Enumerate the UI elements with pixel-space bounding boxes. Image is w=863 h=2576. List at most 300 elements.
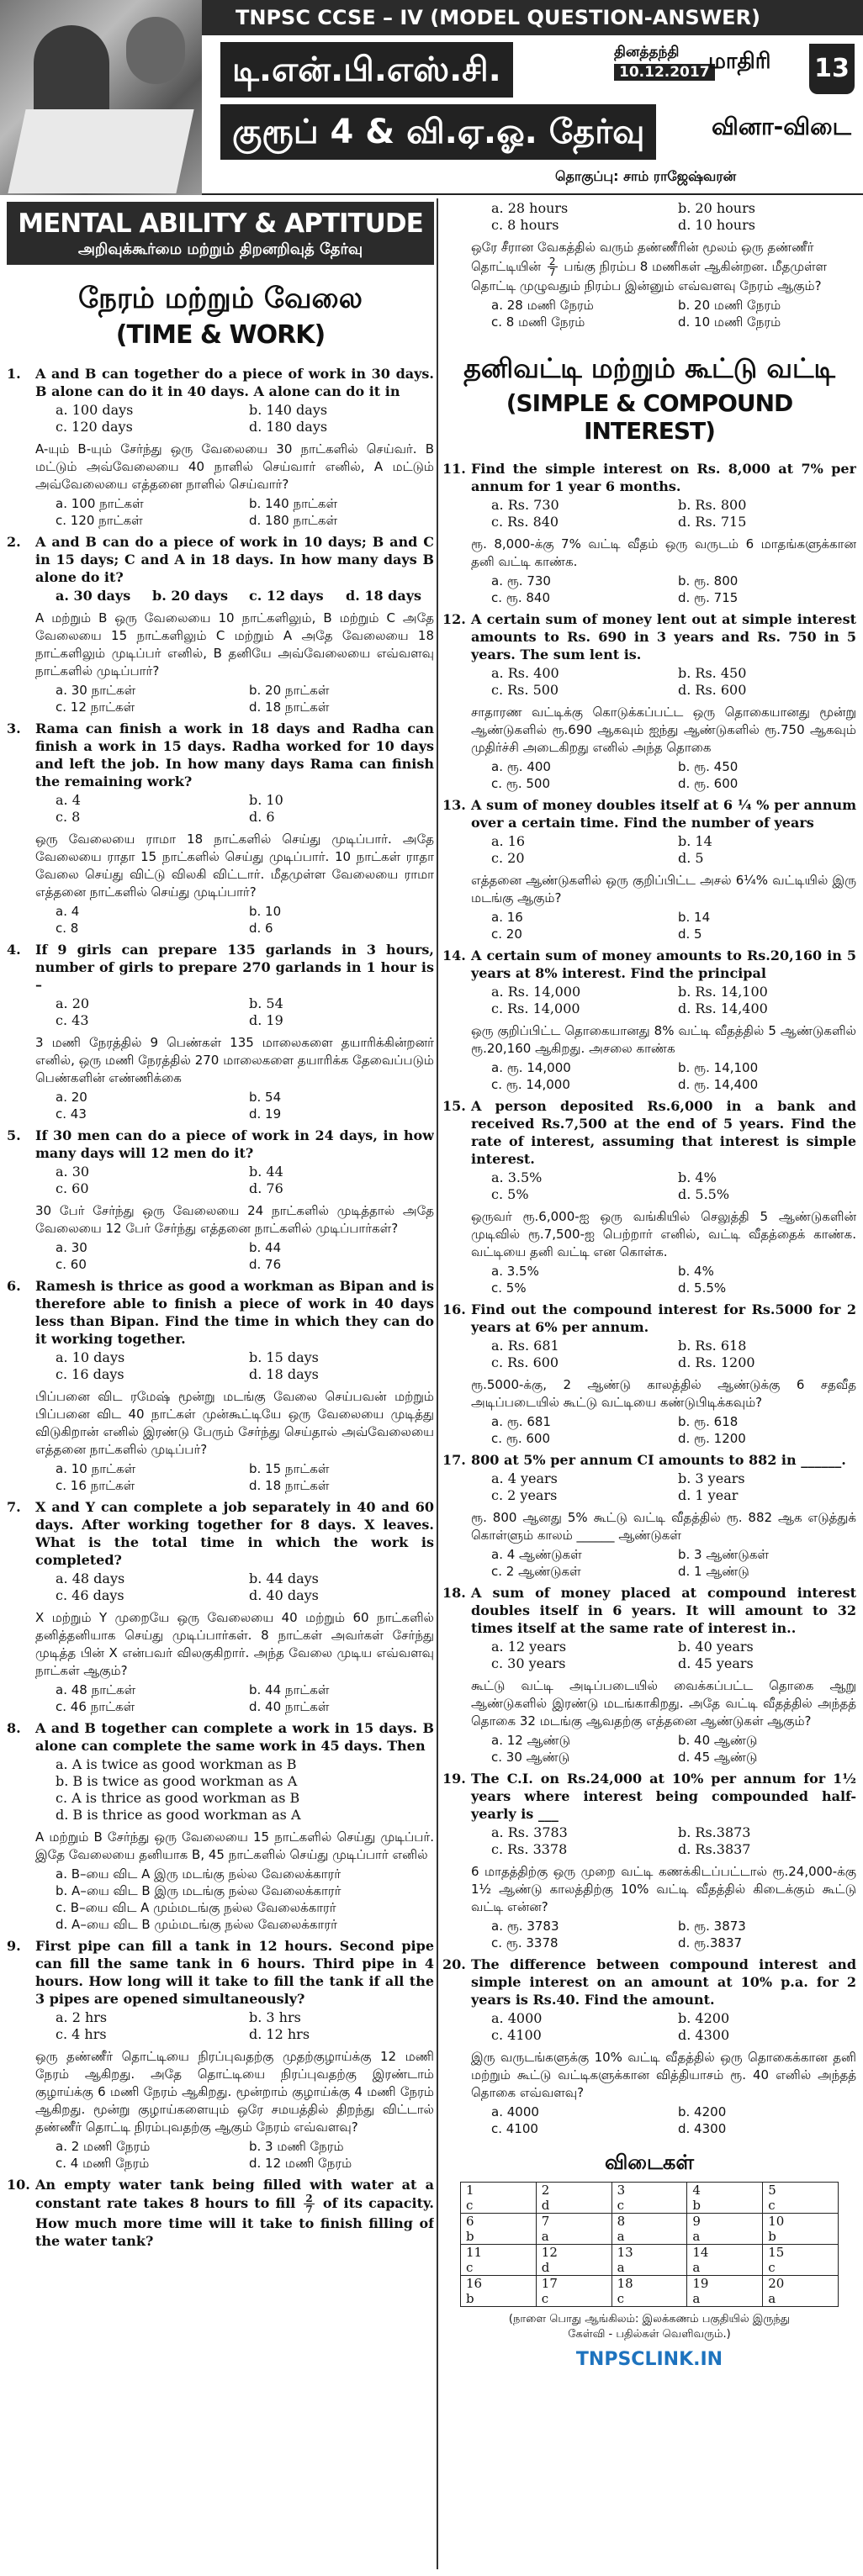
question-text-tamil: A மற்றும் B சேர்ந்து ஒரு வேலையை 15 நாட்களில் செய்து முடிப்பர். இதே வேலையை தனியாக B, 45 நாட்களில் செய்து முடிப்பார் எனில் [35,1829,434,1862]
answer-cell [612,2245,687,2276]
answer-cell [461,2183,537,2214]
option: c. ரூ. 3378 [491,1935,559,1950]
option: b. 44 நாட்கள் [249,1682,330,1697]
question-number: 9. [7,1938,21,1954]
option: b. 40 years [678,1639,754,1655]
question-number: 15. [442,1098,466,1114]
section-title-english: (TIME & WORK) [115,320,326,350]
option: d. 5.5% [678,1186,730,1202]
subject-tamil: அறிவுக்கூர்மை மற்றும் திறனறிவுத் தேர்வு [77,240,363,258]
question-item [7,1277,434,1496]
options-tamil [491,758,856,792]
option: b. 10 [249,904,282,919]
options-english [56,588,434,604]
option: c. 120 நாட்கள் [56,513,143,528]
option: a. 20 [56,995,90,1011]
option: a. 4000 [491,2010,543,2026]
question-text-english: 800 at 5% per annum CI amounts to 882 in ______. [471,1452,846,1468]
question-item [7,533,434,717]
answer-number: 12 [541,2245,558,2260]
option: d. 1 ஆண்டு [678,1564,749,1579]
option: b. 20 days [152,588,229,604]
options-tamil [491,909,856,942]
answer-number: 11 [466,2245,483,2260]
question-item [442,1097,856,1298]
question-number: 7. [7,1499,21,1515]
option: c. 43 [56,1106,87,1122]
option: a. B–யை விட A இரு மடங்கு நல்ல வேலைக்காரர் [56,1866,341,1882]
answer-row [461,2183,839,2214]
option: d. Rs. 1200 [678,1354,755,1370]
option: b. 4200 [678,2010,730,2026]
options-english [56,1164,434,1197]
question-item [7,1498,434,1717]
option: c. 4 hrs [56,2026,107,2042]
options-tamil [491,1918,856,1951]
option: d. 1 year [678,1487,739,1503]
option: d. 18 days [249,1366,319,1382]
header-maathiri: மாதிரி [708,49,771,74]
option: b. 20 நாட்கள் [249,683,330,698]
option: c. 16 days [56,1366,124,1382]
question-number: 13. [442,797,466,813]
option: d. ரூ. 14,400 [678,1077,759,1092]
section-title-english: (SIMPLE & COMPOUND INTEREST) [506,389,793,445]
answer-letter: d [541,2260,550,2275]
option: a. Rs. 400 [491,665,559,681]
option: b. Rs. 450 [678,665,747,681]
option: c. A is thrice as good workman as B [56,1790,300,1806]
question-text-english: A and B can do a piece of work in 10 days; B and C in 15 days; C and A in 18 days. In how many days B alone do it? [35,534,434,585]
option: a. 4 ஆண்டுகள் [491,1547,582,1562]
option: b. B is twice as good workman as A [56,1773,298,1789]
answer-cell [536,2183,612,2214]
question-number: 19. [442,1771,466,1787]
option: c. Rs. 14,000 [491,1000,580,1016]
answer-letter: b [768,2229,776,2244]
question-number: 1. [7,366,21,382]
right-column [442,195,856,2576]
option: d. 19 [249,1012,283,1028]
question-number: 5. [7,1127,21,1143]
option: d. ரூ. 600 [678,776,739,791]
question-number: 2. [7,534,21,550]
option: d. 5 [678,850,704,866]
options-tamil [56,1460,434,1494]
question-text-english: Find the simple interest on Rs. 8,000 at 7% per annum for 1 year 6 months. [471,461,856,494]
answer-row [461,2276,839,2307]
options-english [491,1470,856,1504]
option: b. ரூ. 450 [678,759,739,774]
answer-letter: a [692,2229,701,2244]
option: a. 30 [56,1164,90,1180]
question-item [442,1770,856,1953]
options-english [491,833,856,867]
option: b. 20 மணி நேரம் [678,298,781,313]
question-text-english: X and Y can complete a job separately in 40 and 60 days. After working together for 8 days. X leaves. What is the total time in which the work is completed? [35,1499,434,1568]
option: b. 20 hours [678,200,755,216]
option: c. 20 [491,850,525,866]
option: a. 12 ஆண்டு [491,1733,571,1748]
question-text-english: If 9 girls can prepare 135 garlands in 3 hours, number of girls to prepare 270 garlands in 1 hour is – [35,942,434,993]
question-text-tamil: ஒருவர் ரூ.6,000-ஐ ஒரு வங்கியில் செலுத்தி 5 ஆண்டுகளின் முடிவில் ரூ.7,500-ஐ பெற்றார் எனில், வட்டி வீதத்தைக் காண்க. வட்டியை தனி வட்டி என கொள்க. [471,1209,856,1259]
header [0,0,863,195]
option: c. 30 ஆண்டு [491,1750,570,1765]
options-english [491,665,856,699]
question-text-tamil: ரூ. 800 ஆனது 5% கூட்டு வட்டி வீதத்தில் ரூ. 882 ஆக எடுத்துக் கொள்ளும் காலம் ______ ஆண்டுகள் [471,1510,856,1543]
option: b. 54 [249,1090,282,1105]
header-top-bar: TNPSC CCSE – IV (MODEL QUESTION-ANSWER) [202,0,863,35]
question-text-tamil: A மற்றும் B ஒரு வேலையை 10 நாட்களிலும், B மற்றும் C அதே வேலையை 15 நாட்களிலும் C மற்றும் A அதே வேலையை 18 நாட்களிலும் முடிப்பர் எனில், B தனியே அவ்வேலையை எவ்வளவு நாட்களில் முடிப்பார்? [35,610,434,678]
question-text-tamil: ஒரு குறிப்பிட்ட தொகையானது 8% வட்டி வீதத்தில் 5 ஆண்டுகளில் ரூ.20,160 ஆகிறது. அசலை காண்க [471,1023,856,1056]
options-tamil [491,1263,856,1296]
question-text-english: A and B can together do a piece of work in 30 days. B alone can do it in 40 days. A alone can do it in [35,366,434,399]
question-text-english: First pipe can fill a tank in 12 hours. Second pipe can fill the same tank in 6 hours. Third pipe in 4 hours. How long will it take to fill the tank if all the 3 pipes are opened simultaneously? [35,1938,434,2007]
answer-number: 19 [692,2276,709,2291]
option: a. 4 years [491,1470,558,1486]
option: d. 12 hrs [249,2026,310,2042]
answer-letter: d [541,2198,550,2213]
question-item [7,2176,434,2250]
question-text-english: An empty water tank being filled with water at a constant rate takes 8 hours to fill $\frac{2}{7}$ of its capacity. How much more time will it take to finish filling of the water tank? [35,2177,434,2249]
options-tamil [491,1546,856,1580]
option: d. Rs. 14,400 [678,1000,768,1016]
option: d. Rs. 715 [678,514,747,530]
answer-letter: c [768,2198,776,2213]
option: c. 60 [56,1257,87,1272]
question-number: 3. [7,721,21,736]
answer-number: 5 [768,2183,776,2198]
option: c. Rs. 600 [491,1354,559,1370]
option: d. 4300 [678,2027,730,2043]
question-text-tamil: கூட்டு வட்டி அடிப்படையில் வைக்கப்பட்ட தொகை ஆறு ஆண்டுகளில் இரண்டு மடங்காகிறது. அதே வட்டி வீதத்தில் அந்தத் தொகை 32 மடங்கு ஆவதற்கு எத்தனை ஆண்டுகள் ஆகும்? [471,1678,856,1729]
option: a. 4000 [491,2104,539,2119]
option: a. 28 மணி நேரம் [491,298,594,313]
option: d. 40 days [249,1587,319,1603]
option: b. Rs. 618 [678,1338,747,1354]
answer-cell [461,2214,537,2245]
answer-letter: b [466,2229,474,2244]
options-english [491,984,856,1017]
answer-letter: a [617,2260,625,2275]
option: c. 5% [491,1186,529,1202]
question-number: 20. [442,1956,466,1972]
option: c. 43 [56,1012,89,1028]
answer-cell [763,2276,839,2307]
answer-cell [763,2245,839,2276]
options-tamil [491,2104,856,2137]
option: a. 16 [491,833,526,849]
answer-cell [612,2276,687,2307]
options-tamil [56,2138,434,2172]
question-text-english: A certain sum of money amounts to Rs.20,160 in 5 years at 8% interest. Find the principal [471,948,856,981]
question-number: 10. [7,2177,30,2193]
options-tamil [491,1059,856,1093]
option: d. 18 நாட்கள் [249,1478,330,1493]
option: c. 12 days [249,588,324,604]
question-item [7,1127,434,1275]
option: a. 28 hours [491,200,569,216]
question-item [442,460,856,608]
answer-cell [536,2276,612,2307]
options-english [491,200,856,234]
option: b. Rs. 14,100 [678,984,768,1000]
answer-letter: b [692,2198,701,2213]
option: d. 45 ஆண்டு [678,1750,758,1765]
question-item [442,1956,856,2139]
question-text-english: Rama can finish a work in 18 days and Radha can finish a work in 15 days. Radha worked for 10 days and left the job. In how many days Rama can finish the remaining work? [35,721,434,789]
question-item [442,1301,856,1449]
option: d. 5.5% [678,1280,727,1296]
option: b. ரூ. 3873 [678,1919,746,1934]
answer-number: 20 [768,2276,785,2291]
options-english [56,1570,434,1604]
header-tamil-title: டி.என்.பி.எஸ்.சி. [220,42,513,98]
option: b. Rs.3873 [678,1824,751,1840]
date-label: தினத்தந்தி [614,44,680,61]
option: a. 30 [56,1240,87,1255]
question-number: 16. [442,1301,466,1317]
option: d. ரூ.3837 [678,1935,743,1950]
options-tamil [56,495,434,529]
option: d. 12 மணி நேரம் [249,2156,352,2171]
options-english [56,792,434,826]
answer-cell [687,2276,763,2307]
question-item [7,1937,434,2173]
question-text-tamil: X மற்றும் Y முறையே ஒரு வேலையை 40 மற்றும் 60 நாட்களில் தனித்தனியாக செய்து முடிப்பார்கள். 8 நாட்கள் அவர்கள் சேர்ந்து முடித்த பின் X என்பவர் விலகுகிறார். அந்த வேலை முடிய எவ்வளவு நாட்கள் ஆகும்? [35,1610,434,1678]
option: a. 10 நாட்கள் [56,1461,136,1476]
option: b. 3 மணி நேரம் [249,2139,344,2154]
options-english [56,402,434,435]
options-english [491,1639,856,1672]
answer-number: 9 [692,2214,701,2229]
option: b. 3 ஆண்டுகள் [678,1547,769,1562]
right-question-list [442,460,856,2139]
option: d. 45 years [678,1655,754,1671]
option: c. 4100 [491,2027,542,2043]
option: c. ரூ. 600 [491,1431,551,1446]
question-continuation [442,200,856,330]
question-item [7,365,434,531]
option: b. 3 years [678,1470,745,1486]
footnote [442,2312,856,2342]
question-number: 17. [442,1452,466,1468]
answer-number: 17 [541,2276,558,2291]
options-tamil [56,1866,434,1933]
answer-number: 14 [692,2245,709,2260]
question-text-tamil: ஒரு தண்ணீர் தொட்டியை நிரப்புவதற்கு முதற்குழாய்க்கு 12 மணி நேரம் ஆகிறது. அதே தொட்டியை நிரப்புவதற்கு இரண்டாம் குழாய்க்கு 6 மணி நேரம் ஆகிறது. மூன்றாம் குழாய்க்கு 4 மணி நேரம் ஆகிறது. மூன்று குழாய்களையும் ஒரே சமயத்தில் திறந்து விட்டால் தண்ணீர் தொட்டி நிரம்புவதற்கு ஆகும் நேரம் எவ்வளவு? [35,2049,434,2135]
answer-cell [612,2183,687,2214]
option: b. ரூ. 618 [678,1414,739,1429]
option: a. 12 years [491,1639,567,1655]
answer-number: 10 [768,2214,785,2229]
option: a. 20 [56,1090,87,1105]
option: b. 140 days [249,402,328,418]
question-text-english: Ramesh is thrice as good a workman as Bipan and is therefore able to finish a piece of work in 40 days less than Bipan. Find the time in which they can do it working together. [35,1278,434,1347]
option: a. 3.5% [491,1264,539,1279]
question-text-english: The difference between compound interest and simple interest on an amount at 10% p.a. for 2 years is Rs.40. Find the amount. [471,1956,856,2008]
column-divider [437,198,438,2569]
header-vinavidai: வினா-விடை [712,113,851,140]
question-text-tamil: எத்தனை ஆண்டுகளில் ஒரு குறிப்பிட்ட அசல் 6¼% வட்டியில் இரு மடங்கு ஆகும்? [471,873,856,905]
option: a. 2 hrs [56,2009,108,2025]
option: b. ரூ. 800 [678,573,739,589]
option: b. 4200 [678,2104,727,2119]
option: d. 19 [249,1106,282,1122]
question-text-english: A sum of money placed at compound interest doubles itself in 6 years. It will amount to 32 times itself at the same rate of interest in.. [471,1585,856,1636]
header-exam-title: குரூப் 4 & வி.ஏ.ஓ. தேர்வு [220,104,656,160]
left-column [7,195,434,2576]
options-english [56,1756,434,1824]
option: d. A–யை விட B மும்மடங்கு நல்ல வேலைக்காரர் [56,1917,337,1932]
answer-letter: a [541,2229,549,2244]
answer-number: 3 [617,2183,626,2198]
option: c. 120 days [56,419,133,435]
left-question-list [7,365,434,2173]
option: a. ரூ. 3783 [491,1919,559,1934]
option: c. 8 [56,921,79,936]
subject-english: MENTAL ABILITY & APTITUDE [18,209,423,239]
answer-number: 6 [466,2214,474,2229]
option: c. 46 days [56,1587,124,1603]
option: a. 30 நாட்கள் [56,683,136,698]
question-number: 8. [7,1720,21,1736]
option: a. 48 days [56,1570,125,1586]
question-item [442,947,856,1095]
subject-banner [7,202,434,265]
answer-letter: a [617,2229,625,2244]
option: b. 14 [678,910,711,925]
answer-cell [763,2214,839,2245]
question-text-english: A and B together can complete a work in 15 days. B alone can complete the same work in 45 days. Then [35,1720,434,1754]
answer-cell [461,2276,537,2307]
question-text-english: A person deposited Rs.6,000 in a bank and received Rs.7,500 at the end of 5 years. Find the rate of interest, assuming that interest is simple interest. [471,1098,856,1167]
option: d. 40 நாட்கள் [249,1699,330,1714]
header-compiler: தொகுப்பு: சாம் ராஜேஷ்வரன் [555,168,737,184]
option: b. 4% [678,1264,714,1279]
answer-number: 16 [466,2276,483,2291]
answer-letter: a [692,2291,701,2306]
option: a. 48 நாட்கள் [56,1682,136,1697]
option: d. B is thrice as good workman as A [56,1807,301,1823]
option: c. 12 நாட்கள் [56,699,135,715]
answer-number: 13 [617,2245,633,2260]
option: a. 30 days [56,588,131,604]
question-number: 4. [7,942,21,958]
option: a. 100 நாட்கள் [56,496,144,511]
options-tamil [491,297,856,330]
option: a. A is twice as good workman as B [56,1756,297,1772]
option: c. 20 [491,926,522,942]
option: d. 10 hours [678,217,755,233]
option: d. 180 days [249,419,328,435]
options-english [491,1824,856,1858]
question-text-tamil: 6 மாதத்திற்கு ஒரு முறை வட்டி கணக்கிடப்பட்டால் ரூ.24,000-க்கு 1½ ஆண்டு காலத்திற்கு 10% வட்டி வீதத்தில் கிடைக்கும் கூட்டு வட்டி என்ன? [471,1864,856,1914]
answer-letter: a [768,2291,776,2306]
options-tamil [491,1413,856,1447]
answer-row [461,2245,839,2276]
option: d. 6 [249,921,273,936]
option: c. 46 நாட்கள் [56,1699,135,1714]
question-item [7,1719,434,1935]
option: c. ரூ. 500 [491,776,551,791]
answer-number: 7 [541,2214,550,2229]
option: b. 14 [678,833,712,849]
option: c. 30 years [491,1655,566,1671]
options-tamil [491,1732,856,1766]
question-item [442,610,856,794]
options-english [491,497,856,531]
option: a. ரூ. 730 [491,573,551,589]
option: d. 4300 [678,2121,727,2136]
question-text-tamil: பிப்பனை விட ரமேஷ் மூன்று மடங்கு வேலை செய்பவன் மற்றும் பிப்பனை விட 40 நாட்கள் முன்கூட்டியே ஒரு வேலையை முடித்து விடுகிறான் எனில் இரண்டு பேரும் சேர்ந்து செய்தால் அவ்வேலையை எத்தனை நாட்களில் முடிப்பர்? [35,1389,434,1457]
options-english [56,995,434,1029]
question-text-tamil: சாதாரண வட்டிக்கு கொடுக்கப்பட்ட ஒரு தொகையானது மூன்று ஆண்டுகளில் ரூ.690 ஆகவும் ஐந்து ஆண்டுகளில் ரூ.750 ஆகவும் முதிர்ச்சி அடைகிறது எனில் அந்த தொகை [471,705,856,755]
question-item [442,1451,856,1581]
answer-row [461,2214,839,2245]
option: d. ரூ. 1200 [678,1431,746,1446]
footnote-line-2: கேள்வி - பதில்கள் வெளிவரும்.) [568,2328,731,2341]
option: b. 40 ஆண்டு [678,1733,758,1748]
option: d. ரூ. 715 [678,590,739,605]
option: d. 18 நாட்கள் [249,699,330,715]
options-english [56,2009,434,2043]
question-text-tamil: ஒரு வேலையை ராமா 18 நாட்களில் செய்து முடிப்பார். அதே வேலையை ராதா 15 நாட்களில் செய்து முடிப்பார். 10 நாட்கள் ராதா வேலை செய்து விட்டு விலகி விட்டார். மீதமுள்ள வேலையை ராமா எத்தனை நாட்களில் செய்து முடிப்பார்? [35,831,434,900]
question-text-tamil: இரு வருடங்களுக்கு 10% வட்டி வீதத்தில் ஒரு தொகைக்கான தனி மற்றும் கூட்டு வட்டிகளுக்கான வித்தியாசம் ரூ. 40 எனில் அந்தத் தொகை எவ்வளவு? [471,2050,856,2100]
question-item [7,720,434,938]
option: d. Rs.3837 [678,1841,751,1857]
option: b. 44 days [249,1570,319,1586]
option: d. 6 [249,809,275,825]
option: a. Rs. 730 [491,497,559,513]
option: b. 3 hrs [249,2009,301,2025]
option: d. 10 மணி நேரம் [678,314,781,330]
question-text-tamil: A-யும் B-யும் சேர்ந்து ஒரு வேலையை 30 நாட்களில் செய்வர். B மட்டும் அவ்வேலையை 40 நாளில் செய்வார் எனில், A மட்டும் அவ்வேலையை எத்தனை நாளில் செய்வார்? [35,441,434,492]
answer-cell [687,2183,763,2214]
option: d. 5 [678,926,702,942]
answer-number: 2 [541,2183,550,2198]
question-text-tamil: ஒரே சீரான வேகத்தில் வரும் தண்ணீரின் மூலம் ஒரு தண்ணீர் தொட்டியின் $\frac{2}{7}$ பங்கு நிரம்ப 8 மணிகள் ஆகின்றன. மீதமுள்ள தொட்டி முழுவதும் நிரம்ப இன்னும் எவ்வளவு நேரம் ஆகும்? [471,240,828,293]
answer-cell [536,2214,612,2245]
answer-number: 18 [617,2276,633,2291]
answer-table [460,2182,839,2307]
options-english [56,1349,434,1383]
question-number: 18. [442,1585,466,1601]
question-text-tamil: ரூ.5000-க்கு, 2 ஆண்டு காலத்தில் ஆண்டுக்கு 6 சதவீத அடிப்படையில் கூட்டு வட்டியை கண்டுபிடிக்கவும்? [471,1377,856,1410]
question-text-tamil: 3 மணி நேரத்தில் 9 பெண்கள் 135 மாலைகளை தயாரிக்கின்றனர் எனில், ஒரு மணி நேரத்தில் 270 மாலைகளை தயாரிக்க தேவைப்படும் பெண்களின் எண்ணிக்கை [35,1035,434,1085]
question-item [7,941,434,1124]
option: b. ரூ. 14,100 [678,1060,759,1075]
question-item [442,796,856,944]
option: c. 16 நாட்கள் [56,1478,135,1493]
option: d. 180 நாட்கள் [249,513,337,528]
option: c. Rs. 840 [491,514,559,530]
options-tamil [56,903,434,937]
option: d. 18 days [346,588,422,604]
option: c. Rs. 500 [491,682,559,698]
question-number: 12. [442,611,466,627]
option: a. ரூ. 681 [491,1414,551,1429]
option: a. ரூ. 14,000 [491,1060,571,1075]
header-photo [0,0,202,195]
option: c. 60 [56,1180,89,1196]
options-tamil [56,1089,434,1122]
option: b. 15 நாட்கள் [249,1461,330,1476]
option: a. 3.5% [491,1169,543,1185]
option: c. 4100 [491,2121,538,2136]
answer-letter: c [466,2260,474,2275]
options-tamil [56,682,434,715]
